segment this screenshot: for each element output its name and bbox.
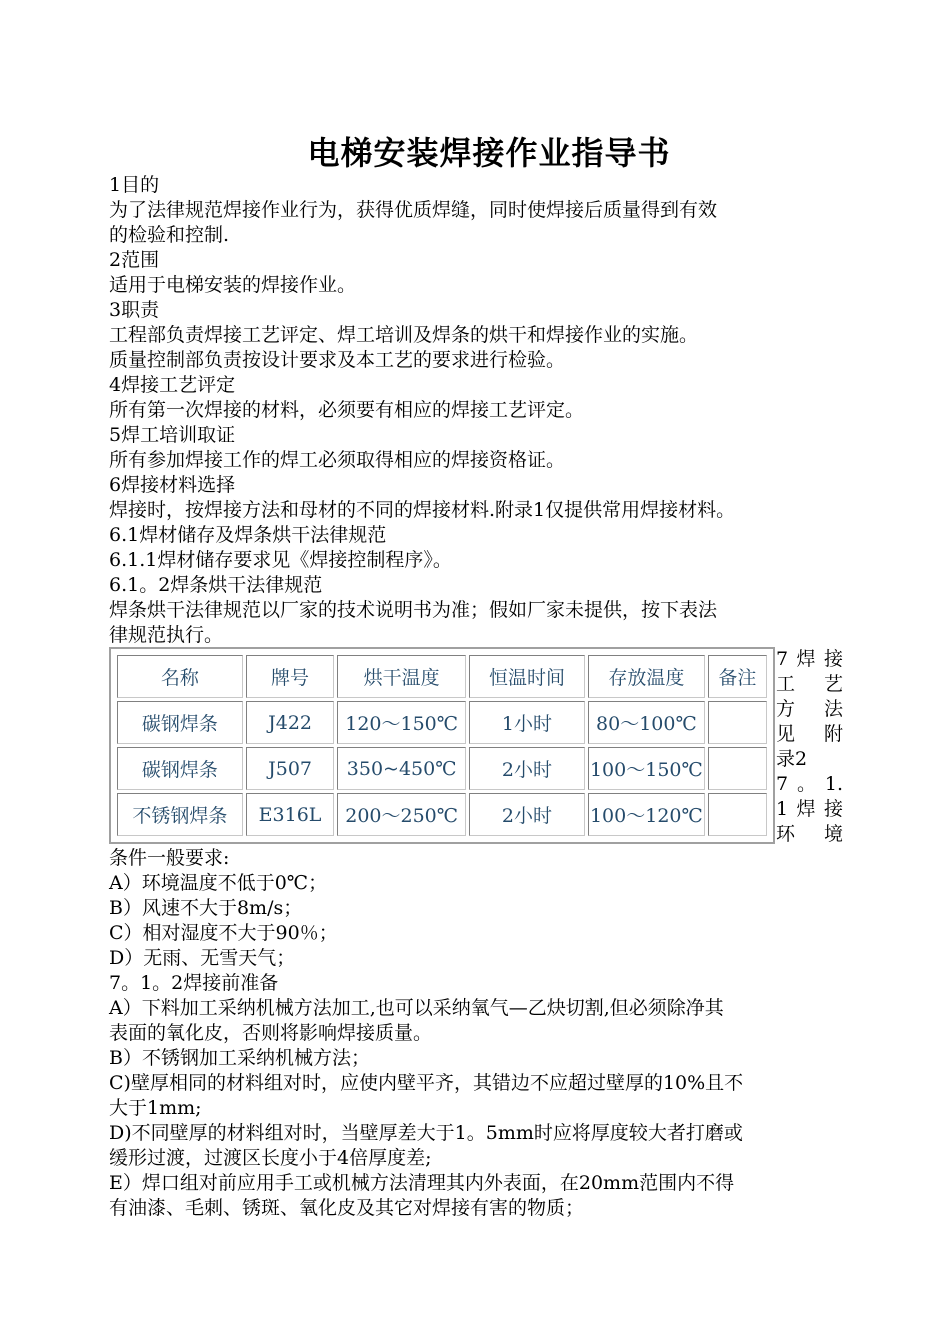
body-line: 焊接时，按焊接方法和母材的不同的焊接材料.附录1仅提供常用焊接材料。 [109,499,736,521]
table-cell: E316L [246,793,335,836]
side-wrapped-text [776,647,843,847]
side-line: 环境 [776,823,843,845]
table-cell: 100～120℃ [588,793,705,836]
side-line: 录2 [776,748,808,770]
body-line: 为了法律规范焊接作业行为，获得优质焊缝，同时使焊接后质量得到有效 [109,199,718,221]
table-row [117,793,767,836]
side-line: 工艺 [776,673,843,695]
body-line: 工程部负责焊接工艺评定、焊工培训及焊条的烘干和焊接作业的实施。 [109,324,699,346]
body-line: C)壁厚相同的材料组对时，应使内壁平齐，其错边不应超过壁厚的10%且不 [109,1072,744,1094]
body-text-continued [109,846,843,1221]
body-line: 大于1mm; [109,1097,202,1119]
table-header-cell: 名称 [117,655,243,698]
body-line: A）环境温度不低于0℃； [109,872,328,894]
electrode-drying-table [109,647,775,844]
table-header-cell: 烘干温度 [337,655,466,698]
table-cell: 不锈钢焊条 [117,793,243,836]
body-line: 6焊接材料选择 [109,474,236,496]
table-header-cell: 备注 [708,655,767,698]
table-header-cell: 存放温度 [588,655,705,698]
body-line: 条件一般要求: [109,847,230,869]
body-line: 3职责 [109,299,160,321]
table-cell: 2小时 [469,793,585,836]
table-cell [708,793,767,836]
side-line: 见附 [776,723,843,745]
body-line: B）风速不大于8m/s； [109,897,303,919]
table-cell: 350~450℃ [337,747,466,790]
body-line: D）无雨、无雪天气； [109,947,296,969]
body-line: 缓形过渡，过渡区长度小于4倍厚度差; [109,1147,432,1169]
table-cell: 2小时 [469,747,585,790]
body-line: 1目的 [109,174,160,196]
body-line: 焊条烘干法律规范以厂家的技术说明书为准；假如厂家未提供，按下表法 [109,599,718,621]
body-line: 的检验和控制. [109,224,230,246]
table-cell: 200～250℃ [337,793,466,836]
table-cell: J507 [246,747,335,790]
body-line: 4焊接工艺评定 [109,374,236,396]
table-cell: 碳钢焊条 [117,747,243,790]
body-line: 6.1。2焊条烘干法律规范 [109,574,323,596]
table-cell: 100～150℃ [588,747,705,790]
table-cell: J422 [246,701,335,744]
body-line: 有油漆、毛刺、锈斑、氧化皮及其它对焊接有害的物质； [109,1197,585,1219]
table-cell: 碳钢焊条 [117,701,243,744]
table-cell [708,747,767,790]
body-line: D)不同壁厚的材料组对时，当壁厚差大于1。5mm时应将厚度较大者打磨或 [109,1122,743,1144]
table-cell [708,701,767,744]
body-text [109,173,843,648]
table-header-row [117,655,767,698]
table-header-cell: 恒温时间 [469,655,585,698]
side-line: 方法 [776,698,843,720]
body-line: 所有参加焊接工作的焊工必须取得相应的焊接资格证。 [109,449,566,471]
document-title: 电梯安装焊接作业指导书 [307,134,671,172]
table-cell: 80～100℃ [588,701,705,744]
body-line: 2范围 [109,249,160,271]
body-line: 质量控制部负责按设计要求及本工艺的要求进行检验。 [109,349,566,371]
side-line: 7。1. [776,773,843,795]
body-line: 律规范执行。 [109,624,224,646]
side-line: 1焊接 [776,798,843,820]
table-header-cell: 牌号 [246,655,335,698]
table-row [117,701,767,744]
body-line: 6.1焊材储存及焊条烘干法律规范 [109,524,387,546]
body-line: 6.1.1焊材储存要求见《焊接控制程序》。 [109,549,452,571]
body-line: C）相对湿度不大于90％； [109,922,338,944]
body-line: 所有第一次焊接的材料，必须要有相应的焊接工艺评定。 [109,399,585,421]
table-cell: 1小时 [469,701,585,744]
body-line: 5焊工培训取证 [109,424,236,446]
side-line: 7焊接 [776,648,843,670]
body-line: 7。1。2焊接前准备 [109,972,279,994]
table-row [117,747,767,790]
body-line: 适用于电梯安装的焊接作业。 [109,274,357,296]
body-line: A）下料加工采纳机械方法加工,也可以采纳氧气—乙炔切割,但必须除净其 [109,997,724,1019]
body-line: B）不锈钢加工采纳机械方法； [109,1047,370,1069]
table-cell: 120～150℃ [337,701,466,744]
body-line: E）焊口组对前应用手工或机械方法清理其内外表面，在20mm范围内不得 [109,1172,735,1194]
body-line: 表面的氧化皮，否则将影响焊接质量。 [109,1022,433,1044]
